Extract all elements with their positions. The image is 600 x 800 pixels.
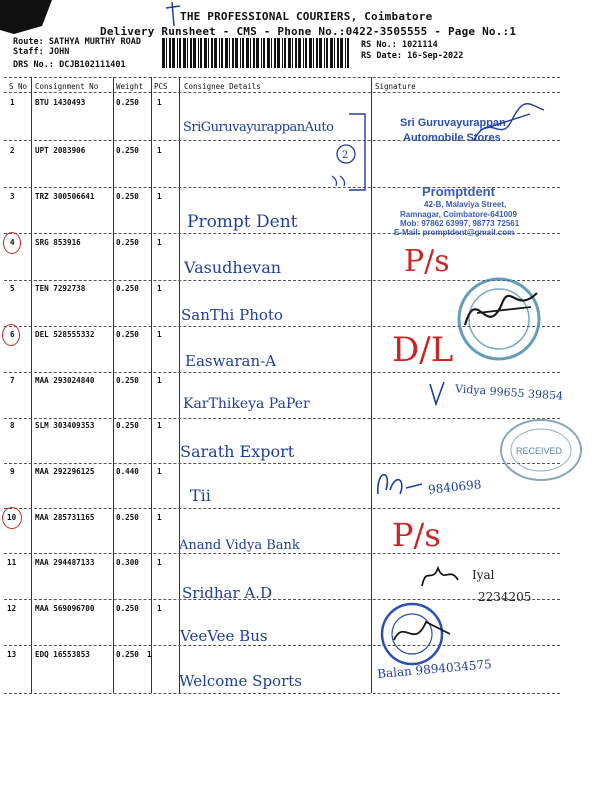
barcode-bar (282, 38, 283, 68)
barcode-bar (211, 38, 213, 68)
bracket-mark (345, 110, 375, 200)
signature-row-7: Vidya 99655 39854 (454, 382, 564, 403)
col-weight: Weight (116, 82, 144, 91)
barcode-bar (204, 38, 207, 68)
consignee-6: Easwaran-A (185, 352, 277, 370)
barcode-bar (229, 38, 230, 68)
barcode-bar (274, 38, 276, 68)
row-13-sno: 13 (7, 650, 17, 659)
col-consignee: Consignee Details (184, 82, 261, 91)
route-value: SATHYA MURTHY ROAD (48, 37, 141, 47)
row-8-consignment: SLM 303409353 (35, 421, 95, 430)
barcode-bar (347, 38, 349, 68)
row-1-weight: 0.250 (116, 98, 139, 107)
row-13-weight: 0.250 (116, 650, 139, 659)
consignee-1: SriGuruvayurappanAuto (183, 120, 334, 135)
barcode-bar (256, 38, 259, 68)
barcode-bar (330, 38, 333, 68)
barcode-bar (284, 38, 286, 68)
staff-row: Staff: JOHN (13, 47, 70, 57)
row-8-pcs: 1 (157, 421, 162, 430)
rs-no-value: 1021114 (401, 40, 438, 50)
stamp-promptdent-line1: 42-B, Malaviya Street, (424, 200, 507, 209)
row-5-weight: 0.250 (116, 284, 139, 293)
barcode-bar (261, 38, 262, 68)
circle-mark-6 (2, 324, 20, 346)
consignee-9: Tii (190, 486, 211, 505)
row-6-weight: 0.250 (116, 330, 139, 339)
row-8-weight: 0.250 (116, 421, 139, 430)
row-3-weight: 0.250 (116, 192, 139, 201)
barcode-bar (183, 38, 186, 68)
stamp-sri-line1: Sri Guruvayurappan (400, 117, 506, 129)
received-stamp (498, 415, 586, 485)
barcode-bar (298, 38, 301, 68)
row-1-pcs: 1 (157, 98, 162, 107)
barcode-bar (240, 38, 241, 68)
col-consignment: Consignment No (35, 82, 99, 91)
staff-value: JOHN (48, 47, 70, 57)
row-3-consignment: TRZ 300506641 (35, 192, 95, 201)
row-8-sno: 8 (10, 421, 15, 430)
signature-row-6: D/L (392, 330, 454, 370)
signature-row-1 (470, 100, 550, 150)
barcode-bar (166, 38, 167, 68)
row-11-consignment: MAA 294487133 (35, 558, 95, 567)
col-pcs: PCS (154, 82, 168, 91)
row-1-consignment: BTU 1430493 (35, 98, 86, 107)
row-5-sno: 5 (10, 284, 15, 293)
barcode-bar (232, 38, 234, 68)
barcode-bar (214, 38, 217, 68)
signature-row-9: 9840698 (427, 477, 483, 497)
row-9-pcs: 1 (157, 467, 162, 476)
barcode-bar (250, 38, 251, 68)
received-stamp-text: RECEIVED (516, 446, 563, 456)
signature-row-11-number: 2234205 (478, 590, 532, 604)
barcode-bar (277, 38, 280, 68)
barcode-bar (200, 38, 202, 68)
signature-row-9-scribble (372, 460, 432, 504)
barcode-bar (326, 38, 328, 68)
row-1-sno: 1 (10, 98, 15, 107)
barcode-bar (295, 38, 297, 68)
drs-row: DRS No.: DCJB102111401 (13, 60, 126, 70)
barcode-bar (198, 38, 199, 68)
consignee-5: SanThi Photo (181, 306, 283, 324)
circle-mark-10 (2, 507, 22, 529)
rs-date-value: 16-Sep-2022 (407, 51, 464, 61)
row-3-sno: 3 (10, 192, 15, 201)
rs-no-row: RS No.: 1021114 (361, 40, 438, 50)
signature-row-11-scribble (418, 562, 462, 592)
barcode-bar (316, 38, 318, 68)
barcode-bar (172, 38, 175, 68)
barcode-bar (334, 38, 335, 68)
barcode-bar (235, 38, 238, 68)
row-10-weight: 0.250 (116, 513, 139, 522)
row-12-weight: 0.250 (116, 604, 139, 613)
round-stamp-teal (447, 273, 557, 369)
row-2-weight: 0.250 (116, 146, 139, 155)
stamp-sri-line2: Automobile Stores (403, 132, 501, 144)
row-13-pcs: 1 (147, 650, 152, 659)
barcode (162, 38, 352, 68)
row-2-pcs: 1 (157, 146, 162, 155)
drs-value: DCJB102111401 (59, 60, 126, 70)
barcode-bar (305, 38, 307, 68)
barcode-bar (324, 38, 325, 68)
row-4-weight: 0.250 (116, 238, 139, 247)
consignee-13: Welcome Sports (179, 672, 302, 690)
round-stamp-blue (370, 600, 460, 670)
col-sno: S No (9, 82, 28, 91)
row-7-consignment: MAA 293024840 (35, 376, 95, 385)
barcode-bar (190, 38, 192, 68)
row-11-pcs: 1 (157, 558, 162, 567)
row-13-consignment: EDQ 16553853 (35, 650, 90, 659)
barcode-bar (345, 38, 346, 68)
consignee-4: Vasudhevan (184, 258, 282, 277)
row-7-weight: 0.250 (116, 376, 139, 385)
barcode-bar (303, 38, 304, 68)
barcode-bar (221, 38, 223, 68)
barcode-bar (319, 38, 322, 68)
barcode-bar (179, 38, 181, 68)
barcode-bar (169, 38, 171, 68)
row-10-pcs: 1 (157, 513, 162, 522)
row-7-sno: 7 (10, 376, 15, 385)
consignee-8: Sarath Export (180, 442, 295, 461)
barcode-bar (187, 38, 188, 68)
svg-text:2: 2 (342, 150, 349, 161)
consignee-3: Prompt Dent (187, 212, 298, 232)
row-4-pcs: 1 (157, 238, 162, 247)
barcode-bar (253, 38, 255, 68)
signature-row-4: P/s (404, 244, 450, 279)
barcode-bar (309, 38, 312, 68)
row-4-sno: 4 (10, 238, 15, 247)
signature-row-10: P/s (392, 516, 441, 554)
barcode-bar (246, 38, 249, 68)
row-4-consignment: SRG 853916 (35, 238, 81, 247)
barcode-bar (340, 38, 343, 68)
row-9-weight: 0.440 (116, 467, 139, 476)
row-9-consignment: MAA 292296125 (35, 467, 95, 476)
barcode-bar (288, 38, 291, 68)
barcode-bar (292, 38, 293, 68)
row-2-consignment: UPT 2083906 (35, 146, 86, 155)
consignee-10: Anand Vidya Bank (179, 538, 300, 553)
row-5-pcs: 1 (157, 284, 162, 293)
row-6-sno: 6 (10, 330, 15, 339)
barcode-bar (225, 38, 228, 68)
barcode-bar (162, 38, 165, 68)
stamp-promptdent-line4: E-Mail: promptdent@gmail.com (394, 228, 515, 237)
consignee-11: Sridhar A.D (182, 584, 273, 602)
barcode-bar (271, 38, 272, 68)
row-7-pcs: 1 (157, 376, 162, 385)
barcode-bar (263, 38, 265, 68)
row-6-consignment: DEL 528555332 (35, 330, 95, 339)
stamp-promptdent-name: Promptdent (422, 184, 495, 199)
barcode-bar (208, 38, 209, 68)
barcode-bar (193, 38, 196, 68)
barcode-bar (219, 38, 220, 68)
barcode-bar (177, 38, 178, 68)
col-signature: Signature (375, 82, 416, 91)
barcode-bar (337, 38, 339, 68)
row-3-pcs: 1 (157, 192, 162, 201)
row-2-sno: 2 (10, 146, 15, 155)
row-6-pcs: 1 (157, 330, 162, 339)
company-title: THE PROFESSIONAL COURIERS, Coimbatore (180, 10, 433, 23)
row-12-sno: 12 (7, 604, 17, 613)
row-12-consignment: MAA 569096700 (35, 604, 95, 613)
runsheet-subtitle: Delivery Runsheet - CMS - Phone No.:0422-3505555 - Page No.:1 (100, 25, 517, 38)
row-11-weight: 0.300 (116, 558, 139, 567)
row-10-sno: 10 (7, 513, 17, 522)
stamp-promptdent-line3: Mob: 97862 63997, 98773 72561 (400, 219, 520, 228)
consignee-12: VeeVee Bus (180, 627, 268, 645)
barcode-bar (267, 38, 270, 68)
circle-mark-4 (3, 232, 21, 254)
tick-mark-row-7 (428, 380, 448, 410)
route-row: Route: SATHYA MURTHY ROAD (13, 37, 141, 47)
row-12-pcs: 1 (157, 604, 162, 613)
stamp-promptdent-line2: Ramnagar, Coimbatore-641009 (400, 210, 517, 219)
barcode-bar (313, 38, 314, 68)
consignee-7: KarThikeya PaPer (183, 396, 310, 412)
signature-row-11-name: Iyal (472, 568, 495, 582)
rs-date-row: RS Date: 16-Sep-2022 (361, 51, 464, 61)
row-10-consignment: MAA 285731165 (35, 513, 95, 522)
row-5-consignment: TEN 7292738 (35, 284, 86, 293)
row-9-sno: 9 (10, 467, 15, 476)
signature-row-13: Balan 9894034575 (376, 657, 493, 681)
barcode-bar (242, 38, 244, 68)
corner-punch-mark (0, 0, 60, 34)
row-11-sno: 11 (7, 558, 17, 567)
